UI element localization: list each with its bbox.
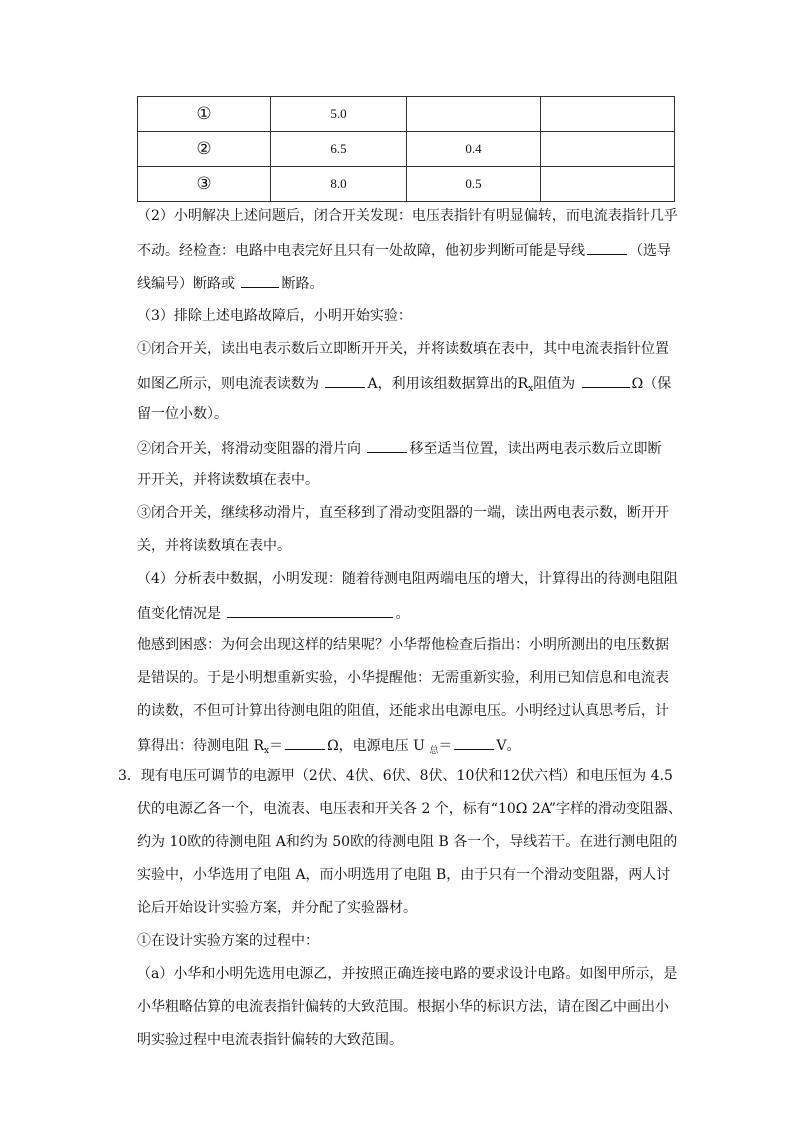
q4-line-1: （4）分析表中数据，小明发现：随着待测电阻两端电压的增大，计算得出的待测电阻阻: [137, 571, 678, 587]
q4-text: 值变化情况是: [137, 606, 221, 622]
q3-text: 阻值为: [533, 376, 576, 392]
answer-blank[interactable]: [241, 273, 279, 288]
q2-text: 线编号）断路或: [137, 276, 235, 292]
data-table: [137, 96, 675, 202]
q3-text: 移至适当位置，读出两电表示数后立即断: [409, 441, 662, 457]
table-row: [138, 132, 675, 167]
q4-text: 。: [395, 606, 410, 622]
q3-step1-line2: [137, 373, 671, 398]
table-cell: 5.0: [271, 97, 407, 132]
q2-line-3: [137, 273, 323, 293]
table-cell: [541, 167, 675, 202]
q2-text: 断路。: [281, 276, 324, 292]
q4-text: ＝: [269, 738, 284, 754]
table-cell: ①: [138, 97, 271, 132]
q3-step1-line1: ①闭合开关，读出电表示数后立即断开开关，并将读数填在表中，其中电流表指针位置: [137, 341, 669, 357]
answer-blank[interactable]: [367, 438, 407, 453]
q3-step2-line2: 开开关，并将读数填在表中。: [137, 472, 319, 488]
q4-text: ＝: [438, 738, 453, 754]
q4-para-3: 的读数，不但可计算出待测电阻的阻值，还能求出电源电压。小明经过认真思考后，计: [137, 703, 669, 719]
p3-line-9: 明实验过程中电流表指针偏转的大致范围。: [137, 1032, 403, 1048]
p3-line-1: 3．现有电压可调节的电源甲（2伏、4伏、6伏、8伏、10伏和12伏六档）和电压恒为 4.5: [118, 768, 673, 784]
table-row: [138, 97, 675, 132]
q3-step1-line3: 留一位小数）。: [137, 406, 228, 422]
subscript: x: [264, 746, 270, 756]
p3-line-7: （a）小华和小明先选用电源乙，并按照正确连接电路的要求设计电路。如图甲所示，是: [137, 966, 678, 982]
q4-para-4: [137, 735, 521, 760]
p3-line-8: 小华粗略估算的电流表指针偏转的大致范围。根据小华的标识方法，请在图乙中画出小: [137, 999, 669, 1015]
q4-text: 算得出：待测电阻 R: [137, 738, 264, 754]
table-cell: 6.5: [271, 132, 407, 167]
q2-line-2: [137, 240, 671, 260]
subscript: 总: [429, 746, 439, 756]
table-cell: ②: [138, 132, 271, 167]
answer-blank[interactable]: [582, 373, 630, 388]
p3-line-4: 实验中，小华选用了电阻 A，而小明选用了电阻 B，由于只有一个滑动变阻器，两人讨: [137, 867, 671, 883]
table-cell: ③: [138, 167, 271, 202]
q2-line-1: （2）小明解决上述问题后，闭合开关发现：电压表指针有明显偏转，而电流表指针几乎: [137, 208, 678, 224]
q4-line-2: [137, 603, 409, 623]
table-cell: [541, 97, 675, 132]
p3-line-6: ①在设计实验方案的过程中：: [137, 933, 319, 949]
q4-para-2: 是错误的。于是小明想重新实验，小华提醒他：无需重新实验，利用已知信息和电流表: [137, 670, 669, 686]
q4-text: V。: [496, 738, 521, 754]
answer-blank[interactable]: [285, 735, 325, 750]
table-cell: 0.5: [407, 167, 541, 202]
q2-text: 不动。经检查：电路中电表完好且只有一处故障，他初步判断可能是导线: [137, 243, 585, 259]
subscript: x: [528, 384, 534, 394]
answer-blank[interactable]: [587, 240, 627, 255]
table-cell: [541, 132, 675, 167]
q3-text: ②闭合开关，将滑动变阻器的滑片向: [137, 441, 361, 457]
answer-blank[interactable]: [227, 603, 393, 618]
q3-text: A，利用该组数据算出的R: [367, 376, 529, 392]
q3-text: 如图乙所示，则电流表读数为: [137, 376, 319, 392]
table-cell: 8.0: [271, 167, 407, 202]
p3-line-2: 伏的电源乙各一个，电流表、电压表和开关各 2 个，标有“10Ω 2A”字样的滑动变阻器、: [137, 801, 682, 817]
q4-text: Ω，电源电压 U: [327, 738, 425, 754]
table-cell: 0.4: [407, 132, 541, 167]
q4-para-1: 他感到困惑：为何会出现这样的结果呢？小华帮他检查后指出：小明所测出的电压数据: [137, 637, 669, 653]
table-row: [138, 167, 675, 202]
q3-intro: （3）排除上述电路故障后，小明开始实验：: [137, 308, 412, 324]
q2-text: （选导: [629, 243, 671, 259]
p3-line-5: 论后开始设计实验方案，并分配了实验器材。: [137, 900, 417, 916]
table-cell: [407, 97, 541, 132]
q3-step3-line1: ③闭合开关，继续移动滑片，直至移到了滑动变阻器的一端，读出两电表示数，断开开: [137, 505, 669, 521]
q3-step2-line1: [137, 438, 661, 458]
p3-line-3: 约为 10欧的待测电阻 A和约为 50欧的待测电阻 B 各一个，导线若干。在进行测电阻的: [137, 834, 678, 850]
q3-text: Ω（保: [631, 376, 672, 392]
q3-step3-line2: 关，并将读数填在表中。: [137, 538, 291, 554]
answer-blank[interactable]: [325, 373, 365, 388]
answer-blank[interactable]: [454, 735, 494, 750]
